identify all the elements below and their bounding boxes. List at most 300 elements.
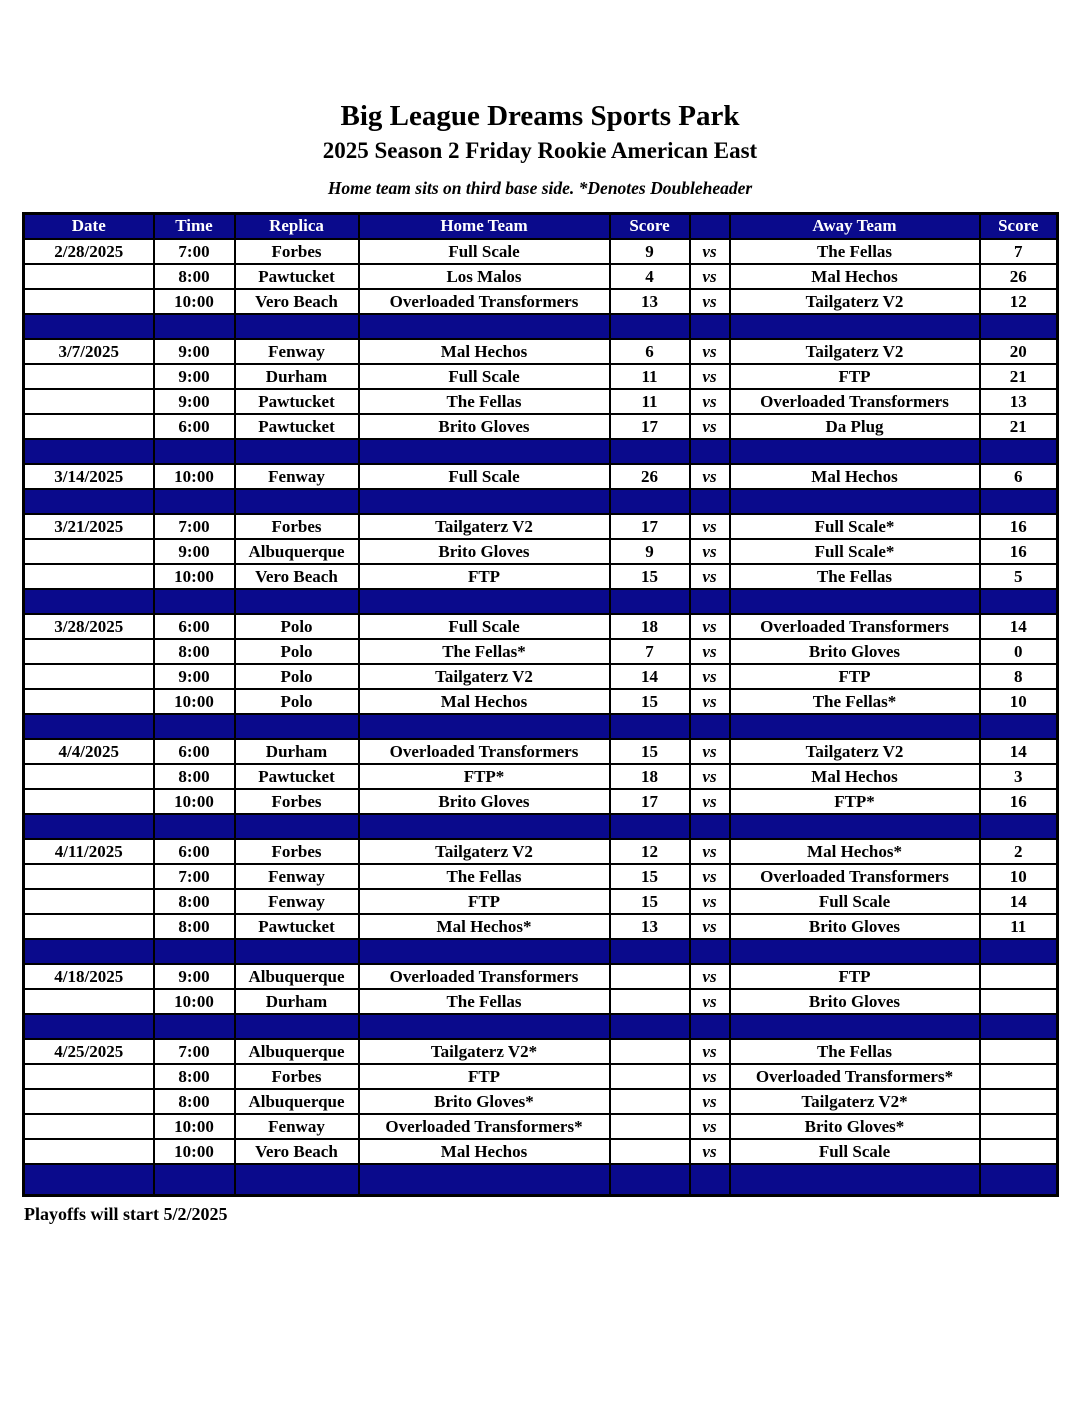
away-score-cell: 6 <box>980 464 1058 489</box>
away-score-cell: 0 <box>980 639 1058 664</box>
away-team-cell: Tailgaterz V2* <box>730 1089 980 1114</box>
time-cell: 10:00 <box>154 689 235 714</box>
separator-cell <box>359 439 610 464</box>
date-cell <box>24 914 154 939</box>
separator-cell <box>154 1014 235 1039</box>
date-cell: 4/4/2025 <box>24 739 154 764</box>
home-score-cell <box>610 989 690 1014</box>
home-score-cell: 12 <box>610 839 690 864</box>
separator-cell <box>235 439 359 464</box>
away-team-cell: Overloaded Transformers <box>730 864 980 889</box>
away-score-cell: 10 <box>980 864 1058 889</box>
vs-cell: vs <box>690 914 730 939</box>
separator-cell <box>610 1014 690 1039</box>
playoffs-note: Playoffs will start 5/2/2025 <box>24 1203 228 1224</box>
away-score-cell: 3 <box>980 764 1058 789</box>
date-cell: 2/28/2025 <box>24 239 154 264</box>
vs-cell: vs <box>690 989 730 1014</box>
away-team-cell: Brito Gloves* <box>730 1114 980 1139</box>
separator-row <box>24 714 1058 739</box>
vs-cell: vs <box>690 614 730 639</box>
separator-cell <box>610 1164 690 1195</box>
away-score-cell: 16 <box>980 539 1058 564</box>
vs-cell: vs <box>690 639 730 664</box>
game-row <box>24 1089 1058 1114</box>
schedule-table <box>22 212 1059 1197</box>
separator-cell <box>359 939 610 964</box>
separator-row <box>24 589 1058 614</box>
home-score-cell: 18 <box>610 764 690 789</box>
vs-cell: vs <box>690 289 730 314</box>
separator-cell <box>690 1164 730 1195</box>
away-score-cell: 5 <box>980 564 1058 589</box>
replica-cell: Albuquerque <box>235 1089 359 1114</box>
home-team-cell: Full Scale <box>359 364 610 389</box>
game-row <box>24 789 1058 814</box>
home-team-cell: FTP* <box>359 764 610 789</box>
away-score-cell: 2 <box>980 839 1058 864</box>
home-score-cell: 26 <box>610 464 690 489</box>
separator-cell <box>730 714 980 739</box>
replica-cell: Polo <box>235 639 359 664</box>
home-score-cell <box>610 964 690 989</box>
game-row <box>24 1139 1058 1164</box>
separator-cell <box>24 714 154 739</box>
away-score-cell: 12 <box>980 289 1058 314</box>
separator-cell <box>610 714 690 739</box>
time-cell: 9:00 <box>154 664 235 689</box>
game-row <box>24 239 1058 264</box>
home-team-cell: Mal Hechos <box>359 1139 610 1164</box>
game-row <box>24 839 1058 864</box>
time-cell: 9:00 <box>154 364 235 389</box>
time-cell: 6:00 <box>154 739 235 764</box>
separator-cell <box>154 489 235 514</box>
date-cell: 4/11/2025 <box>24 839 154 864</box>
game-row <box>24 389 1058 414</box>
game-row <box>24 289 1058 314</box>
header-away-score: Score <box>980 213 1058 239</box>
vs-cell: vs <box>690 1064 730 1089</box>
game-row <box>24 414 1058 439</box>
separator-cell <box>24 814 154 839</box>
away-score-cell: 10 <box>980 689 1058 714</box>
away-score-cell <box>980 1114 1058 1139</box>
away-team-cell: Tailgaterz V2 <box>730 339 980 364</box>
separator-cell <box>610 489 690 514</box>
time-cell: 8:00 <box>154 764 235 789</box>
vs-cell: vs <box>690 864 730 889</box>
separator-cell <box>235 1014 359 1039</box>
vs-cell: vs <box>690 1039 730 1064</box>
date-cell <box>24 289 154 314</box>
separator-cell <box>610 589 690 614</box>
vs-cell: vs <box>690 339 730 364</box>
home-score-cell: 11 <box>610 389 690 414</box>
separator-cell <box>154 939 235 964</box>
home-team-cell: The Fellas* <box>359 639 610 664</box>
home-score-cell <box>610 1114 690 1139</box>
header-away-team: Away Team <box>730 213 980 239</box>
home-team-cell: Tailgaterz V2 <box>359 514 610 539</box>
home-team-cell: Brito Gloves <box>359 539 610 564</box>
time-cell: 8:00 <box>154 1089 235 1114</box>
separator-cell <box>235 939 359 964</box>
replica-cell: Fenway <box>235 864 359 889</box>
home-score-cell: 11 <box>610 364 690 389</box>
home-team-cell: Overloaded Transformers <box>359 289 610 314</box>
replica-cell: Pawtucket <box>235 914 359 939</box>
home-score-cell: 15 <box>610 889 690 914</box>
schedule-note: Home team sits on third base side. *Denotes Doubleheader <box>327 177 753 198</box>
replica-cell: Forbes <box>235 789 359 814</box>
date-cell <box>24 989 154 1014</box>
away-score-cell: 16 <box>980 789 1058 814</box>
away-team-cell: Full Scale* <box>730 539 980 564</box>
away-team-cell: The Fellas <box>730 564 980 589</box>
date-cell <box>24 539 154 564</box>
game-row <box>24 864 1058 889</box>
separator-cell <box>24 1014 154 1039</box>
separator-cell <box>730 489 980 514</box>
away-score-cell: 7 <box>980 239 1058 264</box>
separator-cell <box>730 1014 980 1039</box>
date-cell <box>24 664 154 689</box>
away-team-cell: Overloaded Transformers* <box>730 1064 980 1089</box>
time-cell: 10:00 <box>154 1114 235 1139</box>
date-cell <box>24 864 154 889</box>
vs-cell: vs <box>690 889 730 914</box>
separator-cell <box>980 314 1058 339</box>
time-cell: 10:00 <box>154 1139 235 1164</box>
home-score-cell: 7 <box>610 639 690 664</box>
time-cell: 8:00 <box>154 1064 235 1089</box>
vs-cell: vs <box>690 364 730 389</box>
away-score-cell <box>980 1089 1058 1114</box>
game-row <box>24 964 1058 989</box>
time-cell: 9:00 <box>154 339 235 364</box>
away-score-cell: 14 <box>980 889 1058 914</box>
separator-cell <box>24 314 154 339</box>
replica-cell: Forbes <box>235 839 359 864</box>
vs-cell: vs <box>690 1139 730 1164</box>
page-subtitle: 2025 Season 2 Friday Rookie American East <box>322 138 758 164</box>
separator-cell <box>359 714 610 739</box>
vs-cell: vs <box>690 739 730 764</box>
separator-cell <box>154 439 235 464</box>
vs-cell: vs <box>690 1114 730 1139</box>
separator-cell <box>154 589 235 614</box>
date-cell <box>24 1089 154 1114</box>
away-score-cell <box>980 1039 1058 1064</box>
separator-cell <box>980 1014 1058 1039</box>
home-team-cell: FTP <box>359 1064 610 1089</box>
home-score-cell: 6 <box>610 339 690 364</box>
replica-cell: Albuquerque <box>235 1039 359 1064</box>
vs-cell: vs <box>690 664 730 689</box>
home-team-cell: The Fellas <box>359 389 610 414</box>
separator-cell <box>730 589 980 614</box>
separator-cell <box>154 314 235 339</box>
separator-cell <box>235 489 359 514</box>
time-cell: 8:00 <box>154 889 235 914</box>
header-home-score: Score <box>610 213 690 239</box>
replica-cell: Pawtucket <box>235 389 359 414</box>
away-team-cell: FTP <box>730 664 980 689</box>
separator-cell <box>154 814 235 839</box>
replica-cell: Albuquerque <box>235 964 359 989</box>
home-team-cell: FTP <box>359 564 610 589</box>
home-score-cell: 13 <box>610 914 690 939</box>
replica-cell: Polo <box>235 689 359 714</box>
time-cell: 8:00 <box>154 264 235 289</box>
vs-cell: vs <box>690 514 730 539</box>
home-team-cell: Full Scale <box>359 464 610 489</box>
game-row <box>24 1039 1058 1064</box>
separator-cell <box>690 314 730 339</box>
header-date: Date <box>24 213 154 239</box>
home-score-cell: 18 <box>610 614 690 639</box>
home-team-cell: Los Malos <box>359 264 610 289</box>
away-team-cell: The Fellas <box>730 239 980 264</box>
separator-cell <box>730 939 980 964</box>
separator-cell <box>24 1164 154 1195</box>
away-team-cell: FTP* <box>730 789 980 814</box>
separator-cell <box>980 589 1058 614</box>
away-team-cell: Da Plug <box>730 414 980 439</box>
home-team-cell: Overloaded Transformers <box>359 739 610 764</box>
home-team-cell: FTP <box>359 889 610 914</box>
replica-cell: Pawtucket <box>235 264 359 289</box>
header-time: Time <box>154 213 235 239</box>
home-score-cell: 14 <box>610 664 690 689</box>
away-score-cell: 11 <box>980 914 1058 939</box>
away-team-cell: Mal Hechos <box>730 264 980 289</box>
home-score-cell: 15 <box>610 864 690 889</box>
game-row <box>24 689 1058 714</box>
game-row <box>24 464 1058 489</box>
date-cell <box>24 1139 154 1164</box>
away-team-cell: Mal Hechos <box>730 464 980 489</box>
away-team-cell: The Fellas <box>730 1039 980 1064</box>
vs-cell: vs <box>690 389 730 414</box>
date-cell: 3/28/2025 <box>24 614 154 639</box>
separator-row <box>24 1014 1058 1039</box>
away-team-cell: Full Scale <box>730 1139 980 1164</box>
away-team-cell: Overloaded Transformers <box>730 389 980 414</box>
separator-cell <box>730 814 980 839</box>
replica-cell: Durham <box>235 989 359 1014</box>
away-team-cell: Brito Gloves <box>730 639 980 664</box>
home-team-cell: Brito Gloves* <box>359 1089 610 1114</box>
separator-cell <box>690 589 730 614</box>
game-row <box>24 739 1058 764</box>
away-team-cell: Mal Hechos <box>730 764 980 789</box>
replica-cell: Polo <box>235 614 359 639</box>
separator-cell <box>610 939 690 964</box>
time-cell: 6:00 <box>154 839 235 864</box>
game-row <box>24 614 1058 639</box>
vs-cell: vs <box>690 464 730 489</box>
separator-cell <box>24 939 154 964</box>
away-score-cell <box>980 964 1058 989</box>
replica-cell: Forbes <box>235 1064 359 1089</box>
time-cell: 8:00 <box>154 914 235 939</box>
page-title: Big League Dreams Sports Park <box>340 100 740 132</box>
separator-cell <box>980 814 1058 839</box>
time-cell: 9:00 <box>154 964 235 989</box>
separator-cell <box>690 939 730 964</box>
home-score-cell: 17 <box>610 414 690 439</box>
vs-cell: vs <box>690 239 730 264</box>
away-score-cell <box>980 1139 1058 1164</box>
replica-cell: Forbes <box>235 239 359 264</box>
away-score-cell: 26 <box>980 264 1058 289</box>
game-row <box>24 1114 1058 1139</box>
away-team-cell: Tailgaterz V2 <box>730 289 980 314</box>
game-row <box>24 364 1058 389</box>
vs-cell: vs <box>690 789 730 814</box>
separator-cell <box>980 1164 1058 1195</box>
away-score-cell: 13 <box>980 389 1058 414</box>
home-score-cell: 15 <box>610 689 690 714</box>
home-team-cell: The Fellas <box>359 989 610 1014</box>
separator-cell <box>980 439 1058 464</box>
away-team-cell: The Fellas* <box>730 689 980 714</box>
home-team-cell: Brito Gloves <box>359 414 610 439</box>
separator-cell <box>690 1014 730 1039</box>
replica-cell: Fenway <box>235 464 359 489</box>
time-cell: 7:00 <box>154 1039 235 1064</box>
game-row <box>24 264 1058 289</box>
vs-cell: vs <box>690 539 730 564</box>
date-cell <box>24 264 154 289</box>
separator-row <box>24 314 1058 339</box>
home-team-cell: Full Scale <box>359 614 610 639</box>
away-score-cell: 21 <box>980 414 1058 439</box>
separator-cell <box>690 814 730 839</box>
separator-cell <box>359 489 610 514</box>
date-cell <box>24 414 154 439</box>
replica-cell: Fenway <box>235 889 359 914</box>
separator-row <box>24 1164 1058 1195</box>
home-team-cell: Full Scale <box>359 239 610 264</box>
away-team-cell: Full Scale <box>730 889 980 914</box>
replica-cell: Pawtucket <box>235 764 359 789</box>
game-row <box>24 664 1058 689</box>
game-row <box>24 639 1058 664</box>
separator-cell <box>359 1014 610 1039</box>
separator-cell <box>610 314 690 339</box>
separator-cell <box>359 814 610 839</box>
game-row <box>24 514 1058 539</box>
away-team-cell: Full Scale* <box>730 514 980 539</box>
replica-cell: Vero Beach <box>235 289 359 314</box>
vs-cell: vs <box>690 764 730 789</box>
separator-cell <box>24 489 154 514</box>
home-score-cell: 15 <box>610 564 690 589</box>
date-cell <box>24 689 154 714</box>
home-team-cell: Mal Hechos <box>359 689 610 714</box>
date-cell <box>24 364 154 389</box>
home-score-cell: 17 <box>610 514 690 539</box>
replica-cell: Forbes <box>235 514 359 539</box>
away-team-cell: Brito Gloves <box>730 914 980 939</box>
date-cell: 4/18/2025 <box>24 964 154 989</box>
game-row <box>24 539 1058 564</box>
separator-cell <box>690 714 730 739</box>
vs-cell: vs <box>690 564 730 589</box>
home-score-cell <box>610 1139 690 1164</box>
away-team-cell: Overloaded Transformers <box>730 614 980 639</box>
time-cell: 7:00 <box>154 514 235 539</box>
away-score-cell: 21 <box>980 364 1058 389</box>
separator-row <box>24 439 1058 464</box>
header-home-team: Home Team <box>359 213 610 239</box>
home-score-cell: 4 <box>610 264 690 289</box>
title-block <box>0 0 1080 199</box>
game-row <box>24 339 1058 364</box>
home-team-cell: Brito Gloves <box>359 789 610 814</box>
away-score-cell: 14 <box>980 739 1058 764</box>
header-replica: Replica <box>235 213 359 239</box>
time-cell: 10:00 <box>154 289 235 314</box>
replica-cell: Polo <box>235 664 359 689</box>
time-cell: 8:00 <box>154 639 235 664</box>
game-row <box>24 914 1058 939</box>
vs-cell: vs <box>690 414 730 439</box>
date-cell <box>24 889 154 914</box>
time-cell: 9:00 <box>154 539 235 564</box>
date-cell <box>24 764 154 789</box>
away-team-cell: FTP <box>730 964 980 989</box>
time-cell: 10:00 <box>154 789 235 814</box>
separator-cell <box>690 489 730 514</box>
replica-cell: Vero Beach <box>235 564 359 589</box>
game-row <box>24 1064 1058 1089</box>
separator-cell <box>154 714 235 739</box>
separator-cell <box>730 314 980 339</box>
away-score-cell: 8 <box>980 664 1058 689</box>
separator-cell <box>610 814 690 839</box>
away-score-cell <box>980 1064 1058 1089</box>
separator-cell <box>24 589 154 614</box>
separator-cell <box>235 814 359 839</box>
home-score-cell <box>610 1089 690 1114</box>
home-score-cell: 15 <box>610 739 690 764</box>
separator-cell <box>730 1164 980 1195</box>
home-team-cell: Overloaded Transformers <box>359 964 610 989</box>
home-team-cell: Tailgaterz V2 <box>359 664 610 689</box>
separator-row <box>24 939 1058 964</box>
date-cell <box>24 1064 154 1089</box>
home-team-cell: Mal Hechos <box>359 339 610 364</box>
date-cell <box>24 564 154 589</box>
separator-row <box>24 489 1058 514</box>
replica-cell: Durham <box>235 739 359 764</box>
vs-cell: vs <box>690 964 730 989</box>
away-score-cell: 20 <box>980 339 1058 364</box>
date-cell <box>24 1114 154 1139</box>
away-score-cell <box>980 989 1058 1014</box>
replica-cell: Vero Beach <box>235 1139 359 1164</box>
vs-cell: vs <box>690 1089 730 1114</box>
replica-cell: Pawtucket <box>235 414 359 439</box>
separator-cell <box>980 939 1058 964</box>
away-team-cell: Tailgaterz V2 <box>730 739 980 764</box>
home-score-cell: 17 <box>610 789 690 814</box>
date-cell: 3/14/2025 <box>24 464 154 489</box>
